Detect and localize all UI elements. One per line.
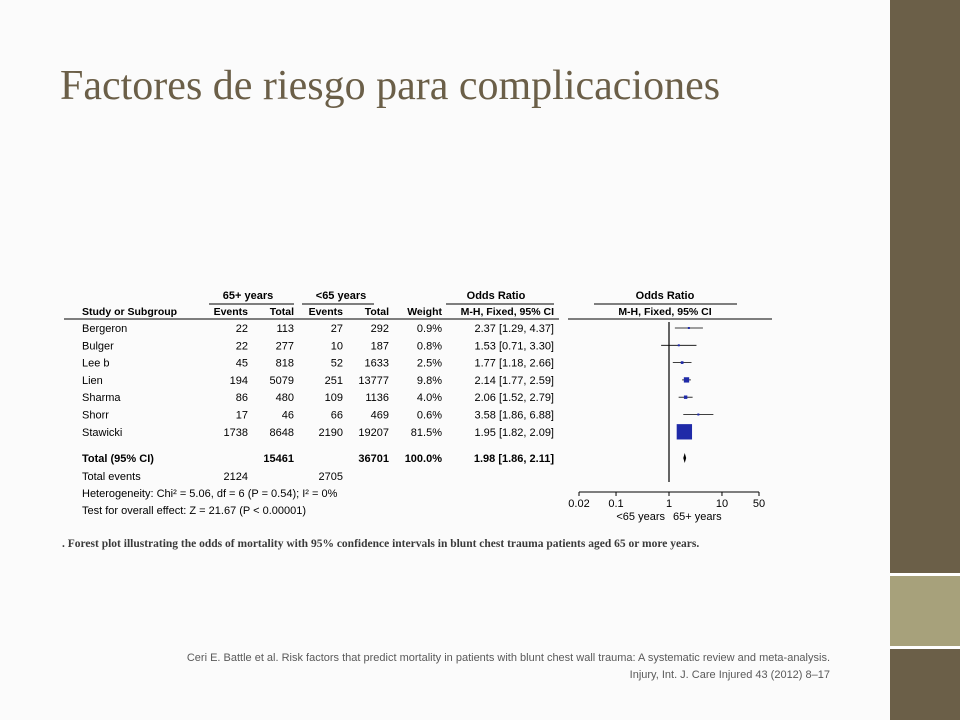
total-events-e1: 2124 <box>223 471 248 483</box>
study-point <box>684 396 687 399</box>
total-events-label: Total events <box>82 471 141 483</box>
study-name: Stawicki <box>82 426 123 439</box>
study-total-1: 277 <box>275 340 294 353</box>
citation <box>60 650 830 684</box>
pooled-diamond <box>683 453 686 463</box>
study-point <box>697 414 699 416</box>
overall-effect-text: Test for overall effect: Z = 21.67 (P < 0.00001) <box>82 505 307 517</box>
sidebar-accent-block <box>890 576 960 646</box>
study-name: Sharma <box>82 392 121 405</box>
figure-caption: . Forest plot illustrating the odds of mortality with 95% confidence intervals in blunt chest trauma patients aged 65 or more years. <box>62 538 700 550</box>
slide-title: Factores de riesgo para complicaciones <box>60 63 721 109</box>
study-total-1: 8648 <box>269 426 294 439</box>
heterogeneity-text: Heterogeneity: Chi² = 5.06, df = 6 (P = 0.54); I² = 0% <box>82 488 338 500</box>
forest-plot-figure <box>62 282 792 532</box>
col-total-2: Total <box>364 306 389 318</box>
study-total-1: 818 <box>275 357 294 370</box>
x-tick-label: 1 <box>665 498 673 510</box>
study-weight: 81.5% <box>410 426 442 439</box>
group2-header: <65 years <box>315 290 367 302</box>
axis-left-label: <65 years <box>616 511 665 523</box>
study-ci: 1.95 [1.82, 2.09] <box>474 426 554 439</box>
study-total-2: 13777 <box>358 374 389 387</box>
study-events-2: 109 <box>324 392 343 405</box>
study-events-1: 22 <box>235 323 248 335</box>
study-ci: 2.06 [1.52, 2.79] <box>474 392 554 405</box>
citation-authors: Ceri E. Battle et al. Risk factors that predict mortality in patients with blunt chest wall trauma: A systematic review and meta-analysis. <box>186 652 830 664</box>
study-point <box>678 344 680 346</box>
study-weight: 0.8% <box>416 340 442 353</box>
x-tick-label: 10 <box>715 498 729 510</box>
or-header: Odds Ratio <box>466 290 526 302</box>
col-weight: Weight <box>407 306 442 318</box>
study-total-2: 19207 <box>358 426 389 439</box>
study-rows <box>82 323 554 439</box>
study-point <box>684 377 689 382</box>
study-total-2: 292 <box>370 323 389 335</box>
study-weight: 0.9% <box>416 323 442 335</box>
axis-right-label: 65+ years <box>673 511 722 523</box>
col-ci: M-H, Fixed, 95% CI <box>460 306 554 318</box>
col-total-1: Total <box>269 306 294 318</box>
study-point <box>677 424 692 439</box>
study-events-1: 17 <box>235 409 248 422</box>
study-events-1: 45 <box>235 357 248 370</box>
study-point <box>681 361 684 364</box>
forest-plot-svg <box>62 282 792 532</box>
study-ci: 1.53 [0.71, 3.30] <box>474 340 554 353</box>
sidebar-divider <box>890 646 960 649</box>
study-total-2: 187 <box>370 340 389 353</box>
study-events-2: 2190 <box>318 426 343 439</box>
study-events-2: 251 <box>324 374 343 387</box>
study-total-2: 1136 <box>365 392 389 405</box>
total-t2: 36701 <box>358 453 389 465</box>
plot-subheader: M-H, Fixed, 95% CI <box>618 306 712 318</box>
x-tick-label: 0.1 <box>608 498 624 510</box>
plot-header: Odds Ratio <box>635 290 695 302</box>
x-tick-label: 50 <box>752 498 766 510</box>
total-t1: 15461 <box>263 453 294 465</box>
study-events-1: 22 <box>235 340 248 353</box>
study-events-2: 52 <box>330 357 343 370</box>
x-tick-label: 0.02 <box>568 498 590 510</box>
study-total-2: 1633 <box>364 357 389 370</box>
study-total-1: 46 <box>281 409 294 422</box>
total-events-e2: 2705 <box>318 471 343 483</box>
study-total-1: 113 <box>276 323 294 335</box>
study-ci: 2.14 [1.77, 2.59] <box>474 374 554 387</box>
study-name: Shorr <box>82 409 109 422</box>
col-events-2: Events <box>308 306 343 318</box>
citation-journal: Injury, Int. J. Care Injured 43 (2012) 8–17 <box>629 669 830 681</box>
study-weight: 4.0% <box>416 392 442 405</box>
study-name: Lien <box>82 374 103 387</box>
study-total-2: 469 <box>370 409 389 422</box>
study-events-1: 86 <box>235 392 248 405</box>
col-events-1: Events <box>213 306 248 318</box>
study-weight: 0.6% <box>416 409 442 422</box>
study-ci: 3.58 [1.86, 6.88] <box>474 409 554 422</box>
study-name: Bergeron <box>82 323 128 335</box>
total-ci: 1.98 [1.86, 2.11] <box>473 453 554 465</box>
study-total-1: 5079 <box>269 374 294 387</box>
total-weight: 100.0% <box>404 453 442 465</box>
study-point <box>688 327 690 329</box>
study-events-1: 194 <box>229 374 248 387</box>
study-ci: 1.77 [1.18, 2.66] <box>474 357 554 370</box>
study-total-1: 480 <box>275 392 294 405</box>
col-study: Study or Subgroup <box>82 306 178 318</box>
forest-plot-area <box>568 322 765 523</box>
total-label: Total (95% CI) <box>82 453 154 465</box>
study-events-2: 10 <box>330 340 343 353</box>
study-ci: 2.37 [1.29, 4.37] <box>474 323 554 335</box>
group1-header: 65+ years <box>222 290 274 302</box>
study-weight: 2.5% <box>416 357 442 370</box>
study-events-2: 27 <box>330 323 343 335</box>
study-events-1: 1738 <box>223 426 248 439</box>
study-events-2: 66 <box>330 409 343 422</box>
study-name: Bulger <box>82 340 114 353</box>
study-name: Lee b <box>82 357 110 370</box>
study-weight: 9.8% <box>416 374 442 387</box>
